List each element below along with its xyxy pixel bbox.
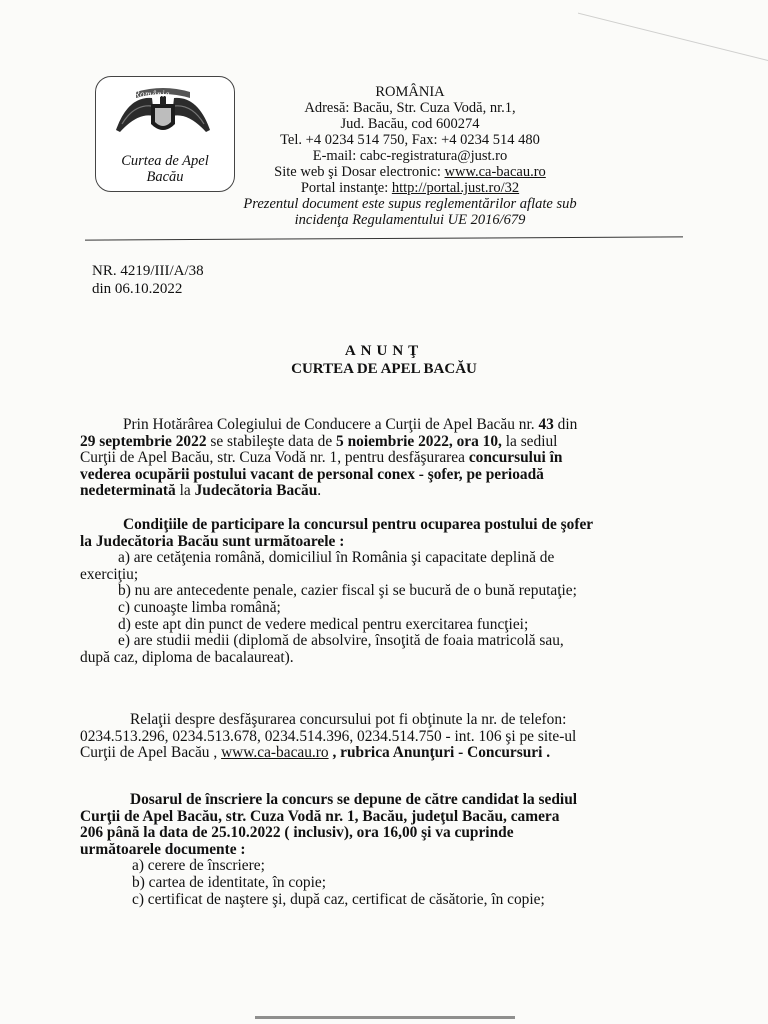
paragraph-intro [80,417,704,500]
dossier-text: Curţii de Apel Bacău, str. Cuza Vodă nr. 1, Bacău, judeţul Bacău, camera [80,807,560,825]
court-header [230,84,590,228]
condition-item: c) cunoaşte limba română; [118,598,281,616]
condition-item: după caz, diploma de bacalaureat). [80,648,294,666]
dossier-text: 206 până la data de 25.10.2022 ( inclusiv), ora 16,00 şi va cuprinde [80,824,514,842]
intro-text: . [317,482,322,500]
website-link[interactable]: www.ca-bacau.ro [444,164,546,180]
court-name: Judecătoria Bacău [194,482,318,500]
contact-section-name: , rubrica Anunţuri - Concursuri . [328,744,551,762]
document-item: b) cartea de identitate, în copie; [132,873,326,891]
dossier-section [80,792,704,908]
conditions-section [80,517,704,666]
court-website-line [230,164,590,180]
court-address: Adresă: Bacău, Str. Cuza Vodă, nr.1, [304,100,516,116]
logo-banner-text: România [134,89,170,99]
website-label: Site web şi Dosar electronic: [274,164,445,180]
logo-name-line1: Curtea de Apel [121,153,209,169]
intro-text: la [175,482,195,500]
condition-item: exerciţiu; [80,565,139,583]
contact-phones: 0234.513.296, 0234.513.678, 0234.514.396, 0234.514.750 - int. 106 şi pe site-ul [80,727,577,745]
court-email: E-mail: cabc-registratura@just.ro [312,148,508,164]
scan-bottom-mark [255,1016,515,1019]
logo-name-line2: Bacău [146,169,184,185]
portal-label: Portal instanţe: [300,180,392,196]
intro-text: la sediul [501,432,558,450]
document-item: a) cerere de înscriere; [132,857,265,875]
document-item: c) certificat de naştere şi, după caz, certificat de căsătorie, în copie; [132,890,545,908]
document-number: NR. 4219/III/A/38 [92,263,204,279]
scan-edge-mark [578,0,768,61]
dossier-text: următoarele documente : [80,840,246,858]
gdpr-notice-line2: incidenţa Regulamentului UE 2016/679 [294,212,526,228]
contact-section [80,712,704,762]
conditions-heading: la Judecătoria Bacău sunt următoarele : [80,532,345,550]
condition-item: b) nu are antecedente penale, cazier fiscal şi se bucură de o bună reputaţie; [118,582,577,600]
gdpr-notice-line1: Prezentul document este supus reglementărilor aflate sub [243,196,577,212]
document-date: din 06.10.2022 [92,281,183,297]
header-divider [85,236,683,240]
country-name: ROMÂNIA [375,84,445,100]
portal-link[interactable]: http://portal.just.ro/32 [391,180,520,196]
condition-item: a) are cetăţenia română, domiciliul în România şi capacitate deplină de [118,549,555,567]
contact-text: Curţii de Apel Bacău , [80,744,222,762]
condition-item: d) este apt din punct de vedere medical pentru exercitarea funcţiei; [118,615,529,633]
announcement-title: ANUNŢ [344,343,424,359]
exam-date: 5 noiembrie 2022, ora 10, [336,432,502,450]
condition-item: e) are studii medii (diplomă de absolvire, însoţită de foaia matricolă sau, [118,632,564,650]
intro-text: Curţii de Apel Bacău, str. Cuza Vodă nr. 1, pentru desfăşurarea [80,449,469,467]
intro-text: Prin Hotărârea Colegiului de Conducere a Curţii de Apel Bacău nr. [123,416,539,433]
contact-text: Relaţii despre desfăşurarea concursului pot fi obţinute la nr. de telefon: [130,711,567,728]
court-portal-line [230,180,590,196]
conditions-heading: Condiţiile de participare la concursul pentru ocuparea postului de şofer [123,516,594,533]
court-county: Jud. Bacău, cod 600274 [340,116,480,132]
decision-number: 43 [538,416,554,433]
decision-date: 29 septembrie 2022 [80,432,207,450]
exam-subject: nedeterminată [80,482,176,500]
intro-text: din [553,416,578,433]
contact-website-link[interactable]: www.ca-bacau.ro [221,744,329,762]
court-phone-fax: Tel. +4 0234 514 750, Fax: +4 0234 514 480 [280,132,540,148]
dossier-text: Dosarul de înscriere la concurs se depune de către candidat la sediul [130,791,578,808]
announcement-subtitle: CURTEA DE APEL BACĂU [291,361,477,377]
court-logo [95,76,235,192]
exam-subject: vederea ocupării postului vacant de personal conex - şofer, pe perioadă [80,465,544,483]
intro-text: se stabileşte data de [206,432,337,450]
exam-subject: concursului în [468,449,563,467]
